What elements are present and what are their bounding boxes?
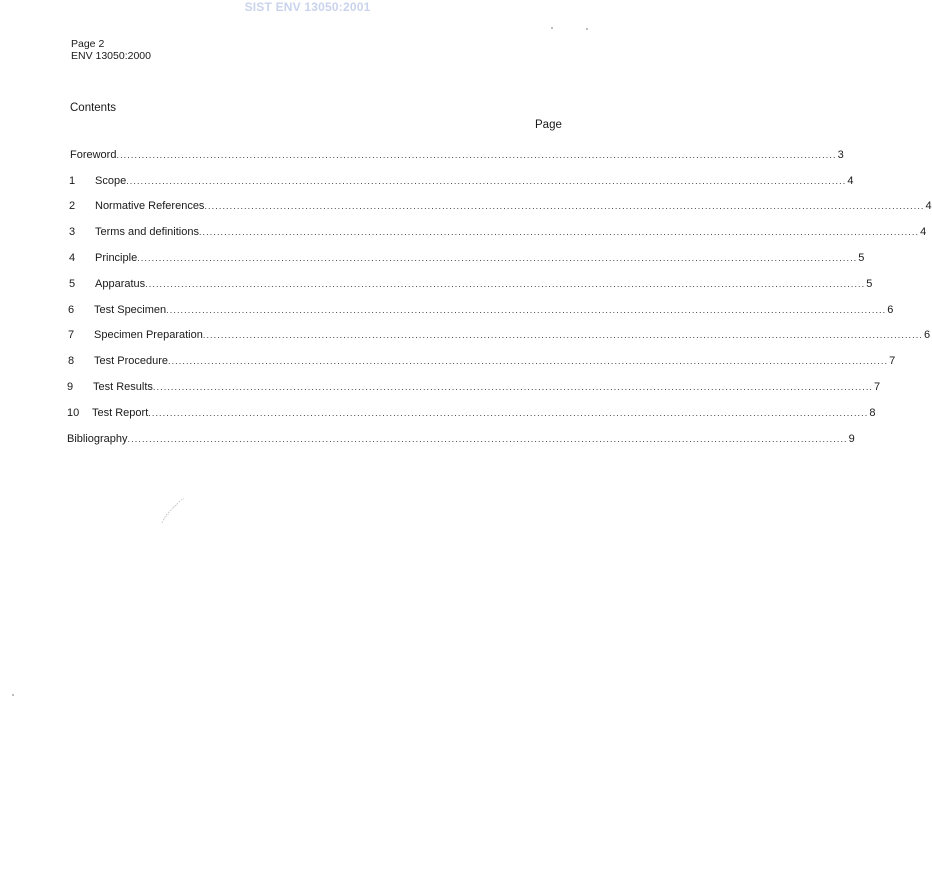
toc-entry[interactable] <box>70 148 844 162</box>
toc-leader-dots: ........................................................................................................................................................................................................ <box>137 253 858 263</box>
toc-entry-number: 6 <box>68 304 75 316</box>
toc-entry-number: 3 <box>69 226 76 238</box>
toc-entry-title: Apparatus <box>95 278 146 290</box>
toc-entry-page: 9 <box>848 433 855 445</box>
toc-entry-title: Foreword <box>70 149 117 161</box>
toc-entry[interactable] <box>68 328 931 342</box>
toc-entry[interactable] <box>67 406 876 420</box>
toc-entry-page: 7 <box>874 381 881 393</box>
toc-leader-dots: ........................................................................................................................................................................................................ <box>127 434 848 444</box>
toc-leader-dots: ........................................................................................................................................................................................................ <box>116 150 837 160</box>
toc-entry-page: 6 <box>887 304 894 316</box>
toc-entry[interactable] <box>67 380 881 394</box>
toc-entry-number: 9 <box>67 381 74 393</box>
toc-entry-number: 4 <box>69 252 76 264</box>
contents-heading: Contents <box>70 102 117 114</box>
toc-entry[interactable] <box>69 251 865 265</box>
page-column-heading: Page <box>535 119 562 131</box>
toc-entry-title: Test Results <box>93 381 153 393</box>
toc-entry-title: Terms and definitions <box>95 226 199 238</box>
toc-entry[interactable] <box>68 354 896 368</box>
toc-entry-title: Specimen Preparation <box>94 329 203 341</box>
scan-speck <box>551 27 553 29</box>
toc-entry-number: 5 <box>69 278 76 290</box>
toc-entry-page: 7 <box>889 355 896 367</box>
toc-leader-dots: ........................................................................................................................................................................................................ <box>126 176 847 186</box>
toc-entry-number: 1 <box>69 175 76 187</box>
toc-entry-title: Scope <box>95 175 127 187</box>
toc-entry-page: 8 <box>869 407 876 419</box>
toc-entry-number: 10 <box>67 407 80 419</box>
toc-entry-number: 8 <box>68 355 75 367</box>
toc-leader-dots: ........................................................................................................................................................................................................ <box>204 201 925 211</box>
watermark: SIST ENV 13050:2001 <box>244 0 371 14</box>
scan-speck <box>586 28 588 30</box>
toc-entry[interactable] <box>69 174 854 188</box>
toc-entry-page: 4 <box>847 175 854 187</box>
toc-entry-number: 7 <box>68 329 75 341</box>
toc-entry[interactable] <box>67 432 855 446</box>
toc-entry-title: Test Report <box>92 407 149 419</box>
toc-leader-dots: ........................................................................................................................................................................................................ <box>202 330 923 340</box>
toc-entry-page: 4 <box>920 226 927 238</box>
toc-entry-page: 3 <box>837 149 844 161</box>
toc-entry[interactable] <box>68 303 894 317</box>
toc-entry[interactable] <box>69 277 873 291</box>
document-id: ENV 13050:2000 <box>71 50 151 62</box>
toc-entry-title: Test Procedure <box>94 355 168 367</box>
scan-smudge <box>158 495 188 527</box>
toc-entry-title: Bibliography <box>67 433 128 445</box>
toc-entry-page: 5 <box>858 252 865 264</box>
toc-entry-title: Principle <box>95 252 138 264</box>
page-number-label: Page 2 <box>71 38 105 50</box>
toc-leader-dots: ........................................................................................................................................................................................................ <box>145 279 866 289</box>
toc-leader-dots: ........................................................................................................................................................................................................ <box>167 356 889 366</box>
scan-speck <box>12 694 14 696</box>
toc-leader-dots: ........................................................................................................................................................................................................ <box>198 227 920 237</box>
toc-entry-page: 4 <box>925 200 932 212</box>
toc-leader-dots: ........................................................................................................................................................................................................ <box>152 382 874 392</box>
toc-entry-number: 2 <box>69 200 76 212</box>
toc-entry-page: 6 <box>923 329 931 341</box>
toc-entry-title: Normative References <box>95 200 205 212</box>
toc-leader-dots: ........................................................................................................................................................................................................ <box>166 305 887 315</box>
toc-entry-title: Test Specimen <box>94 304 167 316</box>
toc-entry[interactable] <box>69 199 932 213</box>
toc-entry-page: 5 <box>866 278 873 290</box>
toc-leader-dots: ........................................................................................................................................................................................................ <box>148 408 869 418</box>
toc-entry[interactable] <box>69 225 927 239</box>
